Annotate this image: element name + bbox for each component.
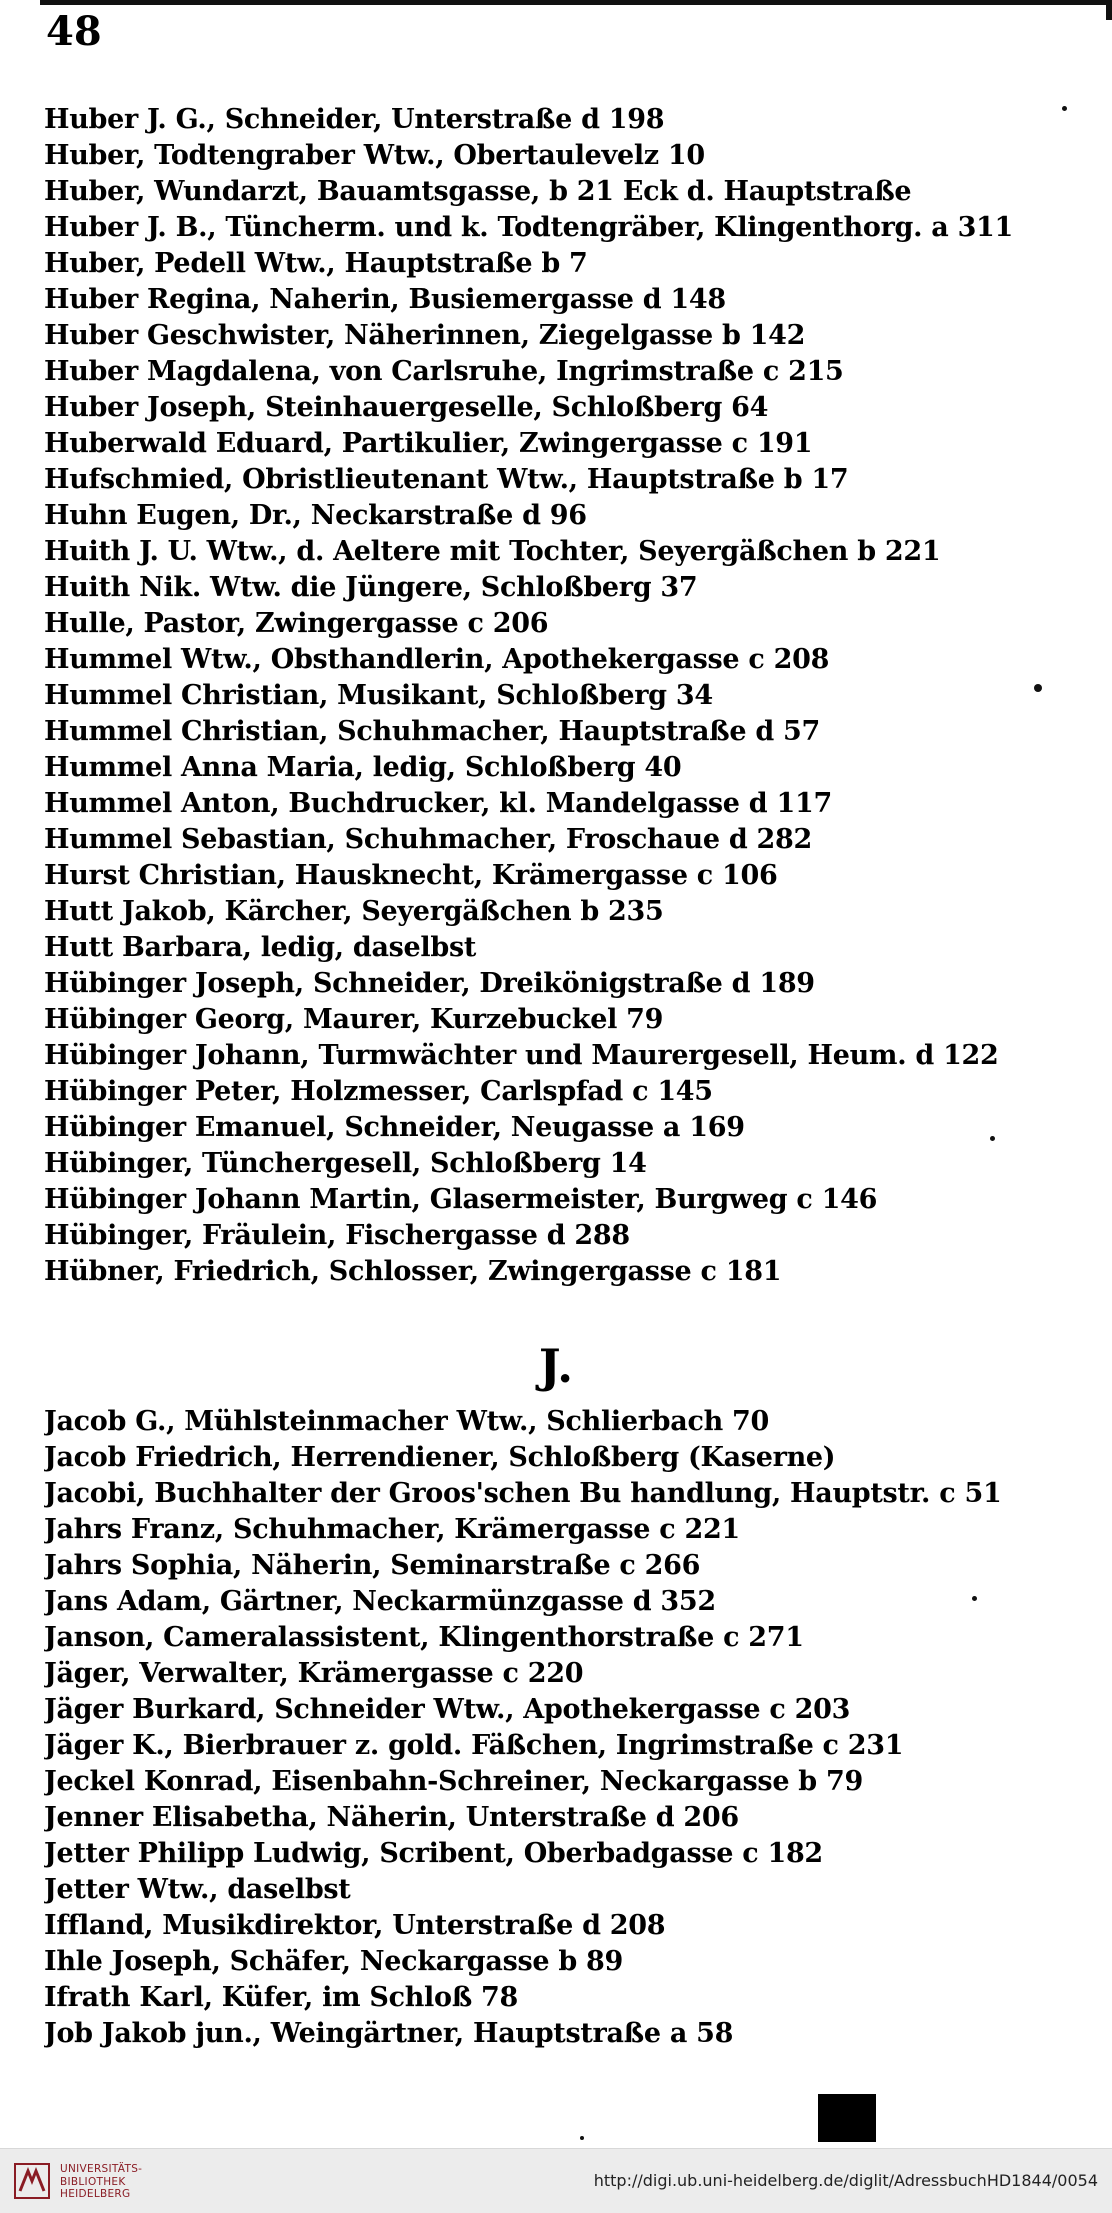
source-url-link[interactable]: http://digi.ub.uni-heidelberg.de/diglit/AdressbuchHD1844/0054: [593, 2171, 1098, 2190]
directory-entry: Jacob G., Mühlsteinmacher Wtw., Schlierbach 70: [44, 1406, 769, 1437]
directory-entry: Hutt Jakob, Kärcher, Seyergäßchen b 235: [44, 896, 664, 927]
directory-entry: Jahrs Sophia, Näherin, Seminarstraße c 266: [44, 1550, 701, 1581]
directory-entry: Jetter Philipp Ludwig, Scribent, Oberbadgasse c 182: [44, 1838, 823, 1869]
directory-entry: Hübinger Johann, Turmwächter und Maurergesell, Heum. d 122: [44, 1040, 999, 1071]
logo-line: HEIDELBERG: [60, 2188, 131, 2200]
scan-speck: [1034, 684, 1042, 692]
library-logo-text: [60, 2163, 142, 2201]
directory-entry: Hübner, Friedrich, Schlosser, Zwingergasse c 181: [44, 1256, 782, 1287]
directory-entry: Huith Nik. Wtw. die Jüngere, Schloßberg 37: [44, 572, 698, 603]
directory-entry: Jäger K., Bierbrauer z. gold. Fäßchen, Ingrimstraße c 231: [44, 1730, 904, 1761]
directory-entry: Jetter Wtw., daselbst: [44, 1874, 351, 1905]
top-border-rule: [40, 0, 1112, 5]
directory-entry: Hurst Christian, Hausknecht, Krämergasse c 106: [44, 860, 778, 891]
directory-entry: Hulle, Pastor, Zwingergasse c 206: [44, 608, 549, 639]
directory-entry: Hummel Anton, Buchdrucker, kl. Mandelgasse d 117: [44, 788, 832, 819]
scan-ink-blot: [818, 2094, 876, 2142]
logo-line: BIBLIOTHEK: [60, 2175, 126, 2188]
directory-entry: Jacobi, Buchhalter der Groos'schen Bu handlung, Hauptstr. c 51: [44, 1478, 1002, 1509]
directory-entry: Hummel Sebastian, Schuhmacher, Froschaue d 282: [44, 824, 812, 855]
directory-entry: Hübinger, Tünchergesell, Schloßberg 14: [44, 1148, 647, 1179]
directory-entry: Iffland, Musikdirektor, Unterstraße d 208: [44, 1910, 666, 1941]
section-heading-j: J.: [538, 1339, 574, 1393]
directory-entry: Ifrath Karl, Küfer, im Schloß 78: [44, 1982, 519, 2013]
directory-entry: Hummel Christian, Musikant, Schloßberg 34: [44, 680, 713, 711]
directory-entry: Hübinger Emanuel, Schneider, Neugasse a 169: [44, 1112, 745, 1143]
directory-entry: Huber Regina, Naherin, Busiemergasse d 148: [44, 284, 726, 315]
directory-entry: Jäger Burkard, Schneider Wtw., Apothekergasse c 203: [44, 1694, 851, 1725]
directory-entry: Hummel Christian, Schuhmacher, Hauptstraße d 57: [44, 716, 820, 747]
directory-entry: Hübinger, Fräulein, Fischergasse d 288: [44, 1220, 630, 1251]
directory-entry: Hübinger Johann Martin, Glasermeister, Burgweg c 146: [44, 1184, 878, 1215]
directory-entry: Hübinger Joseph, Schneider, Dreikönigstraße d 189: [44, 968, 815, 999]
directory-entry: Huber J. G., Schneider, Unterstraße d 198: [44, 104, 665, 135]
entries-h-section: [44, 102, 1104, 1290]
directory-entry: Jäger, Verwalter, Krämergasse c 220: [44, 1658, 584, 1689]
directory-entry: Huith J. U. Wtw., d. Aeltere mit Tochter, Seyergäßchen b 221: [44, 536, 941, 567]
directory-entry: Huber, Todtengraber Wtw., Obertaulevelz 10: [44, 140, 705, 171]
directory-entry: Jenner Elisabetha, Näherin, Unterstraße d 206: [44, 1802, 739, 1833]
directory-entry: Huber J. B., Tüncherm. und k. Todtengräber, Klingenthorg. a 311: [44, 212, 1014, 243]
page-number: 48: [46, 8, 102, 55]
directory-entry: Huber, Wundarzt, Bauamtsgasse, b 21 Eck d. Hauptstraße: [44, 176, 912, 207]
directory-entry: Ihle Joseph, Schäfer, Neckargasse b 89: [44, 1946, 624, 1977]
scan-speck: [1062, 106, 1067, 111]
directory-entry: Huber, Pedell Wtw., Hauptstraße b 7: [44, 248, 588, 279]
top-border-corner: [1106, 0, 1112, 20]
entries-j-section: [44, 1404, 1104, 2052]
directory-entry: Hummel Anna Maria, ledig, Schloßberg 40: [44, 752, 682, 783]
directory-entry: Hufschmied, Obristlieutenant Wtw., Hauptstraße b 17: [44, 464, 849, 495]
scan-speck: [990, 1136, 995, 1141]
logo-line: UNIVERSITÄTS-: [60, 2163, 143, 2175]
directory-entry: Janson, Cameralassistent, Klingenthorstraße c 271: [44, 1622, 804, 1653]
directory-entry: Jahrs Franz, Schuhmacher, Krämergasse c 221: [44, 1514, 740, 1545]
directory-entry: Hübinger Georg, Maurer, Kurzebuckel 79: [44, 1004, 664, 1035]
directory-entry: Huhn Eugen, Dr., Neckarstraße d 96: [44, 500, 587, 531]
directory-entry: Hübinger Peter, Holzmesser, Carlspfad c 145: [44, 1076, 713, 1107]
scan-speck: [972, 1596, 977, 1601]
directory-entry: Jeckel Konrad, Eisenbahn-Schreiner, Neckargasse b 79: [44, 1766, 863, 1797]
directory-entry: Jans Adam, Gärtner, Neckarmünzgasse d 352: [44, 1586, 716, 1617]
directory-entry: Huber Magdalena, von Carlsruhe, Ingrimstraße c 215: [44, 356, 844, 387]
directory-entry: Jacob Friedrich, Herrendiener, Schloßberg (Kaserne): [44, 1442, 836, 1473]
footer-bar: [0, 2148, 1112, 2213]
directory-entry: Huber Geschwister, Näherinnen, Ziegelgasse b 142: [44, 320, 806, 351]
directory-entry: Hutt Barbara, ledig, daselbst: [44, 932, 477, 963]
directory-entry: Job Jakob jun., Weingärtner, Hauptstraße a 58: [44, 2018, 734, 2049]
library-logo-icon: [14, 2163, 50, 2199]
scan-speck: [580, 2136, 584, 2140]
directory-entry: Huberwald Eduard, Partikulier, Zwingergasse c 191: [44, 428, 813, 459]
directory-entry: Hummel Wtw., Obsthandlerin, Apothekergasse c 208: [44, 644, 830, 675]
directory-entry: Huber Joseph, Steinhauergeselle, Schloßberg 64: [44, 392, 769, 423]
